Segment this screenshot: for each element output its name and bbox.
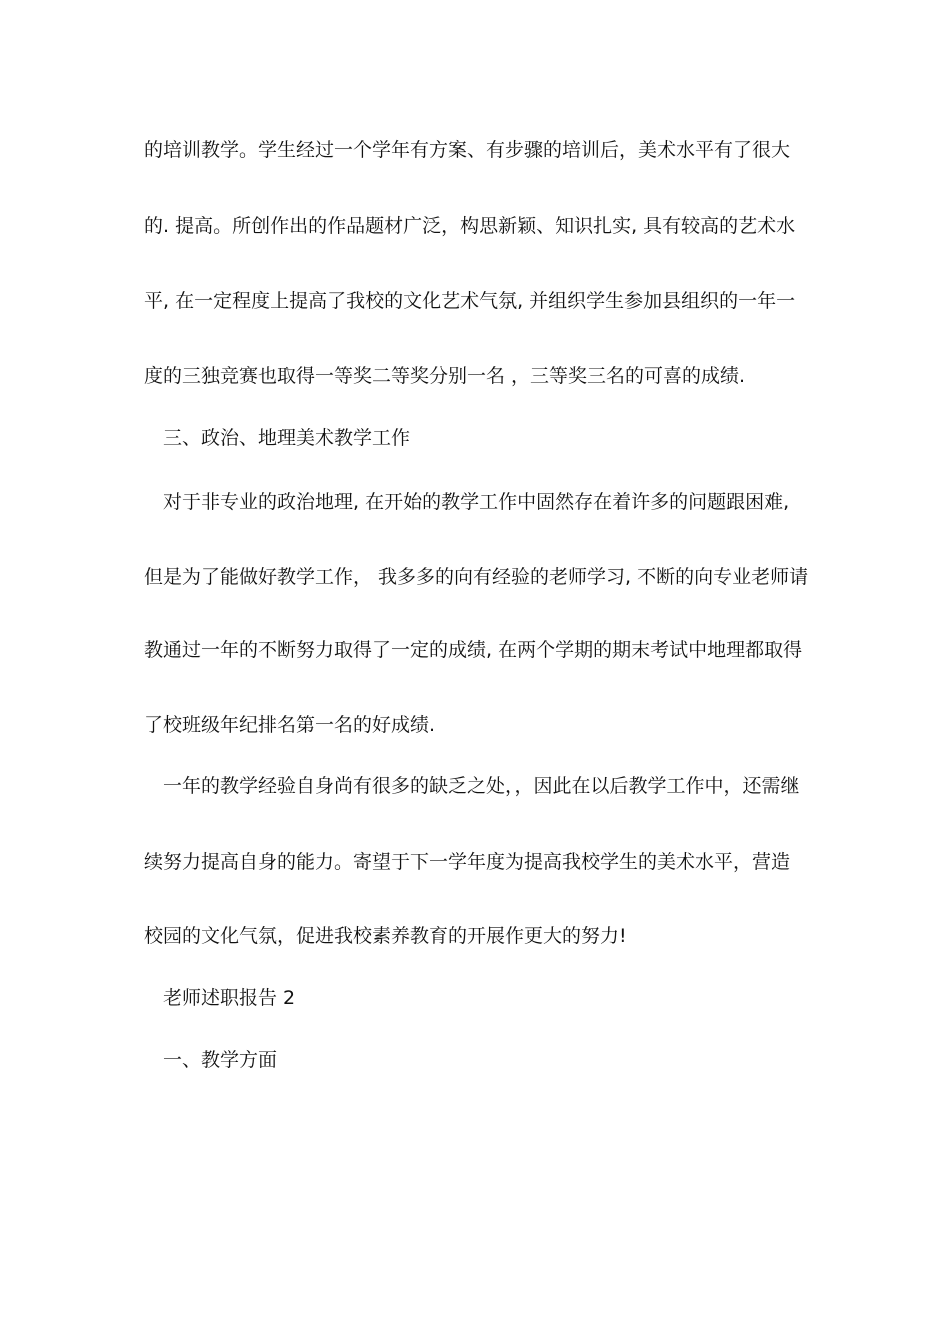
paragraph-line-8: 了校班级年纪排名第一名的好成绩. — [144, 714, 436, 736]
paragraph-line-3: 平, 在一定程度上提高了我校的文化艺术气氛, 并组织学生参加县组织的一年一 — [144, 290, 796, 312]
paragraph-line-10: 续努力提高自身的能力。寄望于下一学年度为提高我校学生的美术水平，营造 — [144, 851, 791, 873]
paragraph-line-11: 校园的文化气氛，促进我校素养教育的开展作更大的努力! — [144, 925, 627, 947]
paragraph-line-2: 的. 提高。所创作出的作品题材广泛，构思新颖、知识扎实, 具有较高的艺术水 — [144, 215, 796, 237]
report-title: 老师述职报告 2 — [163, 987, 296, 1009]
section-heading-1: 一、教学方面 — [163, 1049, 278, 1071]
paragraph-line-6: 但是为了能做好教学工作， 我多多的向有经验的老师学习, 不断的向专业老师请 — [144, 566, 809, 588]
paragraph-line-1: 的培训教学。学生经过一个学年有方案、有步骤的培训后，美术水平有了很大 — [144, 139, 791, 161]
paragraph-line-5: 对于非专业的政治地理, 在开始的教学工作中固然存在着许多的问题跟困难, — [163, 491, 790, 513]
paragraph-line-7: 教通过一年的不断努力取得了一定的成绩, 在两个学期的期末考试中地理都取得 — [144, 639, 803, 661]
paragraph-line-9: 一年的教学经验自身尚有很多的缺乏之处，，因此在以后教学工作中，还需继 — [163, 775, 800, 797]
paragraph-line-4: 度的三独竞赛也取得一等奖二等奖分别一名 ，三等奖三名的可喜的成绩. — [144, 365, 746, 387]
section-heading-3: 三、政治、地理美术教学工作 — [163, 427, 411, 449]
